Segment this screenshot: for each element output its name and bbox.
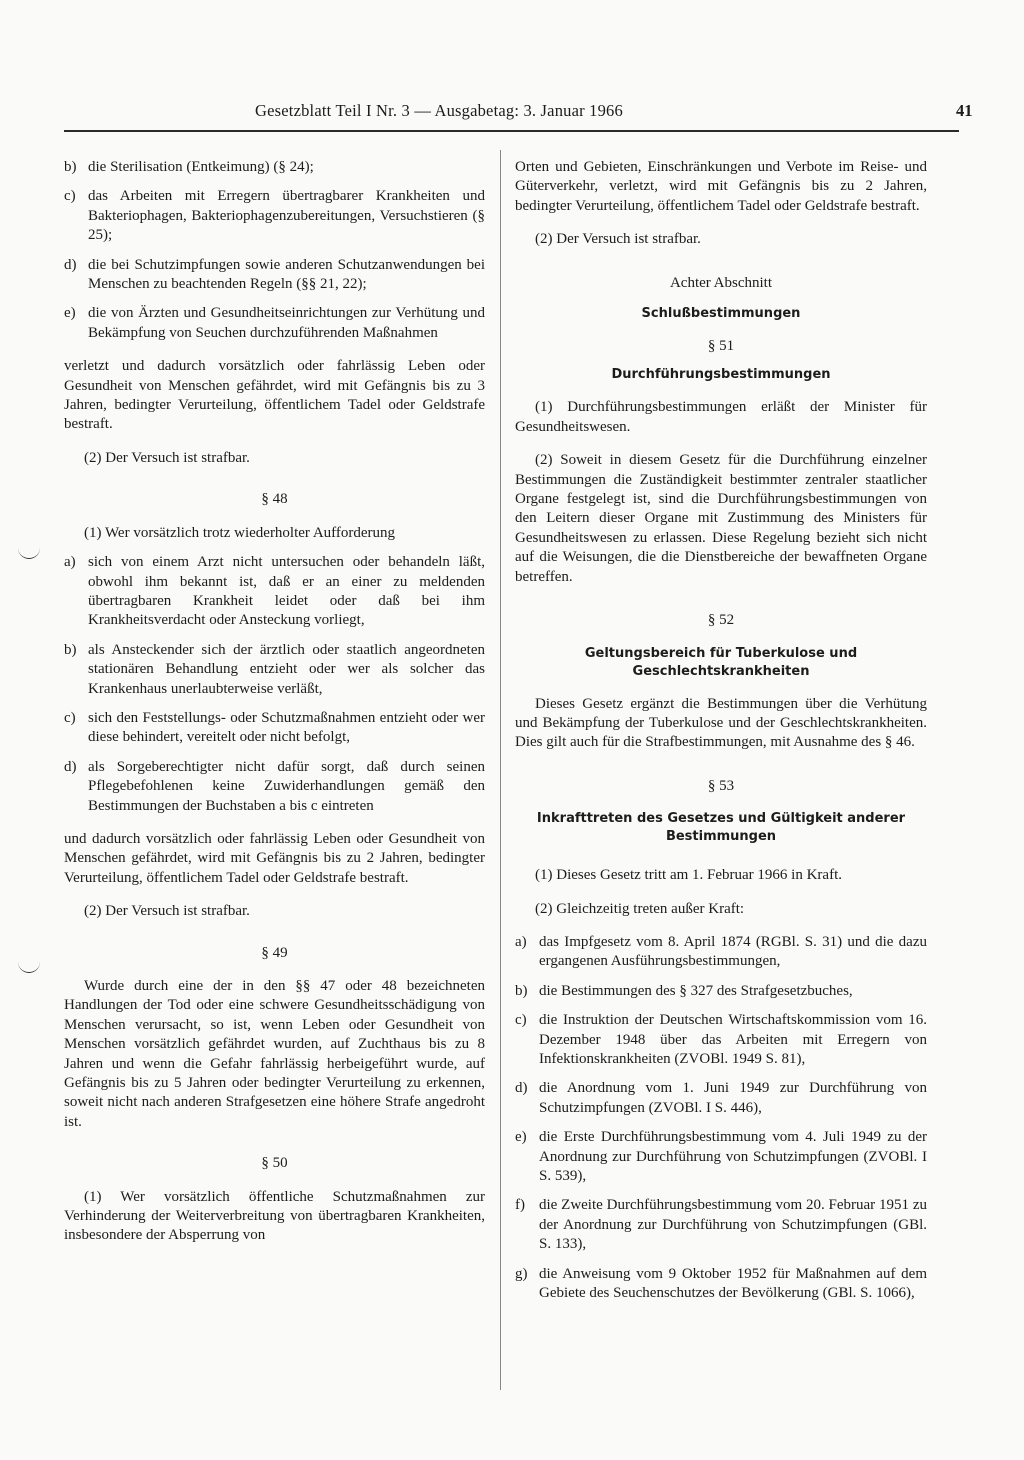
paragraph: und dadurch vorsätzlich oder fahrlässig Leben oder Gesundheit von Menschen gefährdet, wird mit Gefängnis bis zu 2 Jahren, bedingter Verurteilung, öffentlichem Tadel oder Geldstrafe bestraft. xyxy=(64,830,485,886)
item-label: f) xyxy=(515,1197,525,1214)
item-label: g) xyxy=(515,1265,528,1282)
paragraph: Dieses Gesetz ergänzt die Bestimmungen über die Verhütung und Bekämpfung der Tuberkulose und der Geschlechtskrankheiten. Dies gilt auch für die Strafbestimmungen, mit Ausnahme des § 46. xyxy=(515,695,927,751)
list-item xyxy=(515,982,927,1001)
list-item xyxy=(64,304,485,343)
item-text: das Impfgesetz vom 8. April 1874 (RGBl. S. 31) und die dazu ergangenen Ausführungsbestimmungen, xyxy=(539,933,927,970)
list-item xyxy=(515,1079,927,1118)
margin-mark xyxy=(18,548,40,559)
item-text: sich von einem Arzt nicht untersuchen oder behandeln läßt, obwohl ihm bekannt ist, daß er an einer zu meldenden übertragbaren Krankheit leidet oder daß bei ihm Krankheitsverdacht oder Ansteckung vorliegt, xyxy=(88,554,485,629)
item-label: c) xyxy=(515,1012,527,1029)
item-label: b) xyxy=(515,982,528,999)
section-title: Geltungsbereich für Tuberkulose und Geschlechtskrankheiten xyxy=(584,645,858,679)
item-text: die Instruktion der Deutschen Wirtschaftskommission vom 16. Dezember 1948 über das Arbeiten mit Erregern von Infektionskrankheiten (ZVOBl. 1949 S. 81), xyxy=(539,1012,927,1067)
paragraph: (1) Durchführungsbestimmungen erläßt der Minister für Gesundheitswesen. xyxy=(515,399,927,435)
paragraph: (2) Der Versuch ist strafbar. xyxy=(84,449,250,466)
item-text: die Anordnung vom 1. Juni 1949 zur Durchführung von Schutzimpfungen (ZVOBl. I S. 446), xyxy=(539,1080,927,1116)
paragraph: (1) Dieses Gesetz tritt am 1. Februar 1966 in Kraft. xyxy=(535,867,842,884)
item-text: die Sterilisation (Entkeimung) (§ 24); xyxy=(88,159,314,175)
list-item xyxy=(64,641,485,699)
header-title: Gesetzblatt Teil I Nr. 3 — Ausgabetag: 3. Januar 1966 xyxy=(255,101,623,120)
item-label: d) xyxy=(64,758,77,775)
item-text: sich den Feststellungs- oder Schutzmaßnahmen entzieht oder wer diese behindert, vereitelt oder nicht befolgt, xyxy=(88,709,485,746)
item-label: e) xyxy=(515,1129,527,1146)
paragraph: (2) Soweit in diesem Gesetz für die Durchführung einzelner Bestimmungen die Zuständigkeit bestimmter zentraler staatlicher Organe festgelegt ist, sind die Durchführungsbestimmungen von den Leitern dieser Organe mit Zustimmung des Ministers für Gesundheitswesen zu erlassen. Diese Regelung bezieht sich nicht auf die Weisungen, die die Dienstbereiche der bewaffneten Organe betreffen. xyxy=(515,452,927,585)
item-text: die Erste Durchführungsbestimmung vom 4. Juli 1949 zu der Anordnung zur Durchführung von Schutzimpfungen (ZVOBl. I S. 539), xyxy=(539,1129,927,1184)
section-title: Inkrafttreten des Gesetzes und Gültigkeit anderer Bestimmungen xyxy=(536,811,906,845)
item-text: die Zweite Durchführungsbestimmung vom 20. Februar 1951 zu der Anordnung zur Durchführung von Schutzimpfungen (GBl. S. 133), xyxy=(539,1197,927,1253)
list-item xyxy=(64,187,485,245)
page-number: 41 xyxy=(956,101,973,120)
section-number: § 48 xyxy=(261,491,288,508)
section-number: § 53 xyxy=(707,777,735,794)
item-label: b) xyxy=(64,641,77,658)
item-label: c) xyxy=(64,709,76,726)
list-item xyxy=(64,158,485,177)
chapter-heading: Achter Abschnitt xyxy=(669,274,773,291)
list-item xyxy=(515,1128,927,1186)
chapter-title: Schlußbestimmungen xyxy=(641,306,801,322)
item-label: c) xyxy=(64,188,76,205)
item-label: a) xyxy=(64,554,76,571)
margin-mark xyxy=(18,962,40,973)
item-label: b) xyxy=(64,159,77,175)
item-text: die Anweisung vom 9 Oktober 1952 für Maßnahmen auf dem Gebiete des Seuchenschutzes der Bevölkerung (GBl. S. 1066), xyxy=(539,1265,927,1302)
list-item xyxy=(64,553,485,631)
item-label: d) xyxy=(64,256,77,273)
list-item xyxy=(515,1196,927,1254)
paragraph: (1) Wer vorsätzlich trotz wiederholter Aufforderung xyxy=(84,524,396,541)
section-number: § 50 xyxy=(261,1155,288,1172)
item-text: die Bestimmungen des § 327 des Strafgesetzbuches, xyxy=(539,982,853,999)
item-text: die von Ärzten und Gesundheitseinrichtungen zur Verhütung und Bekämpfung von Seuchen durchzuführenden Maßnahmen xyxy=(88,305,485,341)
item-label: e) xyxy=(64,305,76,322)
section-number: § 51 xyxy=(707,338,735,355)
item-text: das Arbeiten mit Erregern übertragbarer Krankheiten und Bakteriophagen, Bakteriophagenzubereitungen, Versuchstieren (§ 25); xyxy=(88,188,485,244)
section-number: § 49 xyxy=(261,944,288,961)
list-item xyxy=(515,933,927,972)
column-divider xyxy=(500,150,501,1390)
left-column xyxy=(64,158,485,1260)
paragraph: (2) Gleichzeitig treten außer Kraft: xyxy=(535,900,745,917)
header-rule xyxy=(64,130,959,132)
right-column xyxy=(515,158,927,1313)
paragraph: verletzt und dadurch vorsätzlich oder fahrlässig Leben oder Gesundheit von Menschen gefährdet, wird mit Gefängnis bis zu 3 Jahren, bedingter Verurteilung, öffentlichem Tadel oder Geldstrafe bestraft. xyxy=(64,358,485,433)
item-text: die bei Schutzimpfungen sowie anderen Schutzanwendungen bei Menschen zu beachtenden Regeln (§§ 21, 22); xyxy=(88,256,485,293)
section-title: Durchführungsbestimmungen xyxy=(611,367,831,383)
paragraph: (2) Der Versuch ist strafbar. xyxy=(84,903,250,920)
list-item xyxy=(64,758,485,816)
item-text: als Ansteckender sich der ärztlich oder staatlich angeordneten stationären Behandlung entzieht oder wer als solcher das Krankenhaus unerlaubterweise verläßt, xyxy=(88,641,485,697)
paragraph: (1) Wer vorsätzlich öffentliche Schutzmaßnahmen zur Verhinderung der Weiterverbreitung von übertragbaren Krankheiten, insbesondere der Absperrung von xyxy=(64,1188,485,1244)
paragraph: Wurde durch eine der in den §§ 47 oder 48 bezeichneten Handlungen der Tod oder eine schwere Gesundheitsschädigung von Menschen verursacht, so ist, wenn Leben oder Gesundheit von Menschen vorsätzlich gefährdet wurden, auf Zuchthaus bis zu 8 Jahren und wenn die Gefahr fahrlässig herbeigeführt wurde, auf Gefängnis bis zu 5 Jahren oder bedingter Verurteilung zu erkennen, soweit nicht nach anderen Strafgesetzen eine höhere Strafe angedroht ist. xyxy=(64,978,485,1130)
paragraph: Orten und Gebieten, Einschränkungen und Verbote im Reise- und Güterverkehr, verletzt, wird mit Gefängnis bis zu 2 Jahren, bedingter Verurteilung, öffentlichem Tadel oder Geldstrafe bestraft. xyxy=(515,159,927,214)
item-text: als Sorgeberechtigter nicht dafür sorgt, daß durch seinen Pflegebefohlenen keine Zuwiderhandlungen gemäß den Bestimmungen der Buchstaben a bis c eintreten xyxy=(88,758,485,814)
list-item xyxy=(64,256,485,295)
list-item xyxy=(515,1011,927,1069)
section-number: § 52 xyxy=(707,612,735,629)
item-label: d) xyxy=(515,1080,528,1097)
paragraph: (2) Der Versuch ist strafbar. xyxy=(535,231,701,248)
item-label: a) xyxy=(515,933,527,950)
list-item xyxy=(64,709,485,748)
list-item xyxy=(515,1265,927,1304)
